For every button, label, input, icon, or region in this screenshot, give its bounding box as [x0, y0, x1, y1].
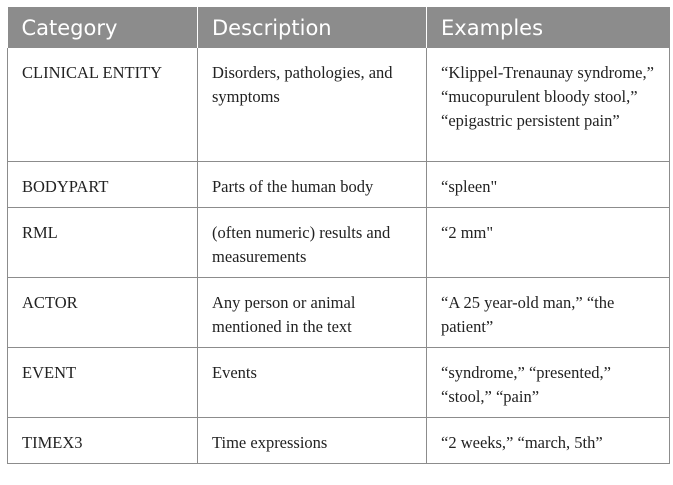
table-row: [8, 277, 670, 347]
cell-category: TIMEX3: [8, 417, 198, 463]
cell-description: Any person or animal mentioned in the text: [198, 277, 427, 347]
table-header: [8, 7, 670, 48]
header-category: Category: [8, 7, 198, 48]
cell-description: Parts of the human body: [198, 161, 427, 207]
table-row: [8, 347, 670, 417]
cell-category: EVENT: [8, 347, 198, 417]
cell-description: Time expressions: [198, 417, 427, 463]
cell-examples: “Klippel-Trenaunay syndrome,” “mucopurulent bloody stool,” “epigastric persistent pain”: [427, 48, 670, 161]
table-row: [8, 161, 670, 207]
cell-category: ACTOR: [8, 277, 198, 347]
table-row: [8, 417, 670, 463]
header-description: Description: [198, 7, 427, 48]
table-row: [8, 48, 670, 161]
header-row: [8, 7, 670, 48]
cell-examples: “spleen": [427, 161, 670, 207]
cell-category: CLINICAL ENTITY: [8, 48, 198, 161]
cell-category: BODYPART: [8, 161, 198, 207]
category-table: [7, 7, 670, 464]
table-row: [8, 207, 670, 277]
category-table-container: [7, 7, 669, 482]
header-examples: Examples: [427, 7, 670, 48]
cell-category: RML: [8, 207, 198, 277]
cell-examples: “2 weeks,” “march, 5th”: [427, 417, 670, 463]
cell-examples: “2 mm": [427, 207, 670, 277]
cell-description: Events: [198, 347, 427, 417]
cell-examples: “A 25 year-old man,” “the patient”: [427, 277, 670, 347]
cell-examples: “syndrome,” “presented,” “stool,” “pain”: [427, 347, 670, 417]
cell-description: (often numeric) results and measurements: [198, 207, 427, 277]
cell-description: Disorders, pathologies, and symptoms: [198, 48, 427, 161]
table-body: [8, 48, 670, 463]
